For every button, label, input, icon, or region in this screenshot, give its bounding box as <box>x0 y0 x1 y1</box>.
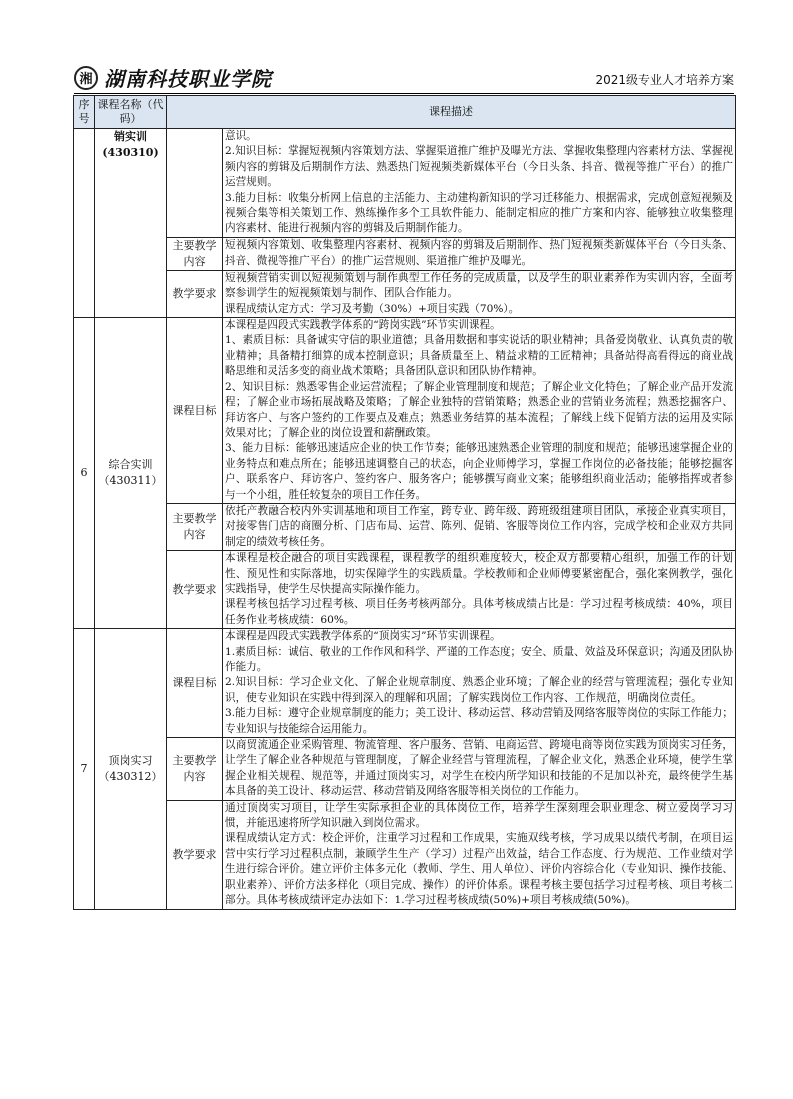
table-row <box>74 738 736 801</box>
header-divider <box>74 93 734 94</box>
header-seq: 序号 <box>74 96 95 129</box>
course-code: (430310) <box>102 146 159 159</box>
desc-line: 1.素质目标：诚信、敬业的工作作风和科学、严谨的工作态度；安全、质量、效益及环保意识；沟通及团队协作能力。 <box>225 645 734 673</box>
table-header-row <box>74 96 736 129</box>
course-name-cell <box>95 318 167 629</box>
desc-line: 3、能力目标：能够迅速适应企业的快工作节奏；能够迅速熟悉企业管理的制度和规范；能够迅速掌握企业的业务特点和难点所在；能够迅速调整自己的状态，向企业师傅学习，掌握工作岗位的必备技能；能够挖掘客户、联系客户、拜访客户、签约客户、服务客户；能够撰写商业文案；能够组织商业活动；能够指挥或者参与一个小组，胜任较复杂的项目工作任务。 <box>225 442 733 501</box>
desc-line: 2.知识目标：掌握短视频内容策划方法、掌握渠道推广维护及曝光方法、掌握收集整理内容素材方法、掌握视频内容的剪辑及后期制作方法、熟悉热门短视频类新媒体平台（今日头条、抖音、微视等推广平台）的推广运营规则。 <box>225 145 734 189</box>
desc-line: 本课程是校企融合的项目实践课程，课程教学的组织难度较大，校企双方都要精心组织，加强工作的计划性、预见性和实际落地，切实保障学生的实践质量。学校教师和企业师傅要紧密配合，强化案例教学，强化实践指导，使学生尽快提高实际操作能力。 <box>225 552 733 595</box>
table-row <box>74 629 736 738</box>
attr-label: 课程目标 <box>167 318 223 504</box>
table-row <box>74 237 736 270</box>
school-logo <box>74 63 272 92</box>
course-name: 销实训 <box>114 130 147 143</box>
attr-label: 主要教学内容 <box>167 237 223 270</box>
attr-description <box>223 551 736 629</box>
desc-line: 3.能力目标：遵守企业规章制度的能力；美工设计、移动运营、移动营销及网络客服等岗位的实际工作能力；专业知识与技能综合运用能力。 <box>225 707 734 735</box>
course-code: （430312） <box>98 769 163 783</box>
header-desc: 课程描述 <box>167 96 736 129</box>
course-name: 综合实训 <box>108 458 153 472</box>
attr-description <box>223 629 736 738</box>
attr-label <box>167 129 223 238</box>
attr-description <box>223 270 736 317</box>
course-name-cell <box>95 629 167 909</box>
document-title: 2021级专业人才培养方案 <box>595 73 734 87</box>
table-row <box>74 503 736 550</box>
attr-label: 教学要求 <box>167 270 223 317</box>
desc-line: 课程成绩认定方式：学习及考勤（30%）+项目实践（70%）。 <box>225 302 520 315</box>
school-name: 湖南科技职业学院 <box>104 67 272 91</box>
desc-line: 依托产教融合校内外实训基地和项目工作室，跨专业、跨年级、跨班级组建项目团队，承接企业真实项目，对接零售门店的商圈分析、门店布局、运营、陈列、促销、客服等岗位工作内容，完成学校和企业双方共同制定的绩效考核任务。 <box>225 504 733 548</box>
table-row <box>74 270 736 317</box>
desc-line: 通过顶岗实习项目，让学生实际承担企业的具体岗位工作，培养学生深刻理会职业理念、树立爱岗学习习惯，并能迅速将所学知识融入到岗位需求。 <box>225 801 733 830</box>
desc-line: 课程成绩认定方式：校企评价，注重学习过程和工作成果，实施双线考核，学习成果以绩代考制，在项目运营中实行学习过程积点制，兼顾学生生产（学习）过程产出效益，结合工作态度、行为规范、工作业绩对学生进行综合评价。建立评价主体多元化（教师、学生、用人单位）、评价内容综合化（专业知识、操作技能、职业素养）、评价方法多样化（项目完成、操作）的评价体系。课程考核主要包括学习过程考核、项目考核二部分。具体考核成绩评定办法如下：1.学习过程考核成绩(50%)+项目考核成绩(50%)。 <box>225 832 733 907</box>
page-header <box>74 63 734 91</box>
school-emblem-icon: 湘 <box>74 66 98 90</box>
attr-description <box>223 318 736 504</box>
desc-line: 2、知识目标：熟悉零售企业运营流程；了解企业管理制度和规范；了解企业文化特色；了解企业产品开发流程；了解企业市场拓展战略及策略；了解企业独特的营销策略；熟悉企业的营销业务流程；熟悉挖掘客户、拜访客户、与客户签约的工作要点及难点；熟悉业务结算的基本流程；了解线上线下促销方法的运用及实际效果对比；了解企业的岗位设置和薪酬政策。 <box>225 380 733 439</box>
attr-description <box>223 800 736 909</box>
desc-line: 2.知识目标：学习企业文化、了解企业规章制度、熟悉企业环境；了解企业的经营与管理流程；强化专业知识，使专业知识在实践中得到深入的理解和巩固；了解实践岗位工作内容、工作规范，明确岗位责任。 <box>225 676 733 704</box>
desc-line: 短视频内容策划、收集整理内容素材、视频内容的剪辑及后期制作、热门短视频类新媒体平台（今日头条、抖音、微视等推广平台）的推广运营规则、渠道推广维护及曝光。 <box>225 239 733 267</box>
attr-description <box>223 129 736 238</box>
course-code: （430311） <box>98 474 163 488</box>
desc-line: 意识。 <box>225 130 257 142</box>
attr-description <box>223 738 736 801</box>
table-row <box>74 318 736 504</box>
row-seq: 6 <box>74 318 95 629</box>
attr-label: 教学要求 <box>167 551 223 629</box>
attr-label: 教学要求 <box>167 800 223 909</box>
header-course: 课程名称（代码） <box>95 96 167 129</box>
table-row <box>74 800 736 909</box>
desc-line: 以商贸流通企业采购管理、物流管理、客户服务、营销、电商运营、跨境电商等岗位实践为顶岗实习任务，让学生了解企业各种规范与管理制度，了解企业经营与管理流程，了解企业文化，熟悉企业环境，使学生掌握企业相关规程、规范等，并通过顶岗实习，对学生在校内所学知识和技能的不足加以补充，最终使学生基本具备的美工设计、移动运营、移动营销及网络客服等相关岗位的工作能力。 <box>225 739 733 798</box>
desc-line: 短视频营销实训以短视频策划与制作典型工作任务的完成质量，以及学生的职业素养作为实训内容，全面考察参训学生的短视频策划与制作、团队合作能力。 <box>225 271 733 300</box>
desc-line: 1、素质目标：具备诚实守信的职业道德；具备用数据和事实说话的职业精神；具备爱岗敬业、认真负责的敬业精神；具备精打细算的成本控制意识；具备质量至上、精益求精的工匠精神；具备站得高看得远的商业战略思维和灵活多变的商业战术策略；具备团队意识和团队协作精神。 <box>225 334 733 378</box>
attr-description <box>223 237 736 270</box>
table-row <box>74 551 736 629</box>
attr-label: 主要教学内容 <box>167 738 223 801</box>
attr-label: 主要教学内容 <box>167 503 223 550</box>
course-table <box>73 95 736 910</box>
attr-description <box>223 503 736 550</box>
desc-line: 本课程是四段式实践教学体系的“跨岗实践”环节实训课程。 <box>225 319 501 332</box>
course-name: 顶岗实习 <box>108 753 153 767</box>
table-row <box>74 129 736 238</box>
desc-line: 课程考核包括学习过程考核、项目任务考核两部分。具体考核成绩占比是：学习过程考核成绩：40%，项目任务作业考核成绩：60%。 <box>225 598 733 626</box>
attr-label: 课程目标 <box>167 629 223 738</box>
row-seq: 7 <box>74 629 95 909</box>
desc-line: 3.能力目标：收集分析网上信息的主活能力、主动建构新知识的学习迁移能力、根据需求，完成创意短视频及视频合集等相关策划工作、熟练操作多个工具软件能力、能制定相应的推广方案和内容、能够独立收集整理内容素材、能进行视频内容的剪辑及后期制作能力。 <box>225 191 734 235</box>
desc-line: 本课程是四段式实践教学体系的“顶岗实习”环节实训课程。 <box>225 630 501 643</box>
row-seq <box>74 129 95 318</box>
course-name-cell <box>95 129 167 318</box>
